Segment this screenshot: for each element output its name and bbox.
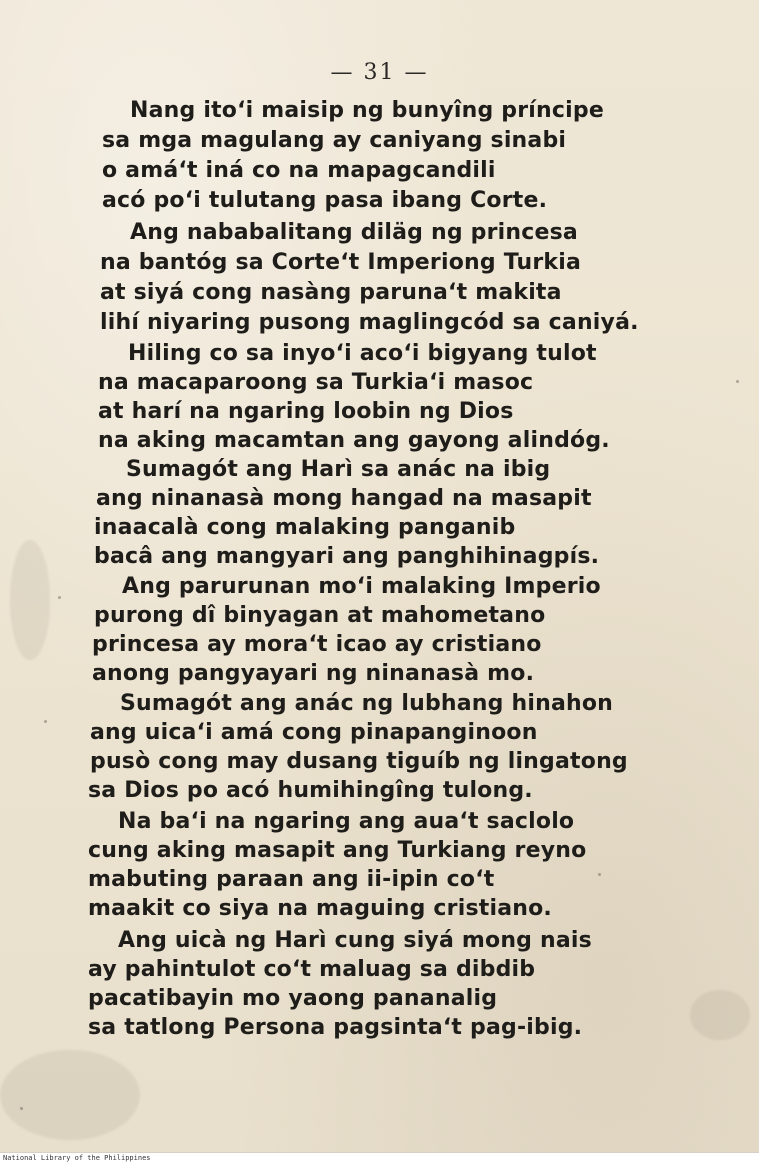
verse-line: ay pahintulot co‘t maluag sa dibdib: [88, 957, 536, 982]
verse-line: pusò cong may dusang tiguíb ng lingatong: [90, 749, 628, 774]
verse-line: princesa ay mora‘t icao ay cristiano: [92, 632, 542, 657]
verse-line: Sumagót ang anác ng lubhang hinahon: [120, 691, 614, 716]
verse-line: pacatibayin mo yaong pananalig: [88, 986, 498, 1011]
paper-smudge: [10, 540, 50, 660]
verse-line: Na ba‘i na ngaring ang aua‘t saclolo: [118, 809, 575, 834]
verse-line: ang uica‘i amá cong pinapanginoon: [90, 720, 538, 745]
verse-line: lihí niyaring pusong maglingcód sa caniyá.: [100, 310, 639, 335]
verse-line: cung aking masapit ang Turkiang reyno: [88, 838, 587, 863]
paper-speck: [44, 720, 47, 723]
verse-line: bacâ ang mangyari ang panghihinagpís.: [94, 544, 600, 569]
library-credit: National Library of the Philippines: [3, 1154, 151, 1162]
paper-smudge: [0, 1050, 140, 1140]
verse-line: purong dî binyagan at mahometano: [94, 603, 546, 628]
verse-line: na aking macamtan ang gayong alindóg.: [98, 428, 610, 453]
paper-speck: [598, 873, 601, 876]
verse-line: Ang nababalitang diläg ng princesa: [130, 220, 578, 245]
verse-line: sa tatlong Persona pagsinta‘t pag-ibig.: [88, 1015, 583, 1040]
footer-bar: [0, 1152, 759, 1163]
verse-line: sa mga magulang ay caniyang sinabi: [102, 128, 567, 153]
verse-line: na macaparoong sa Turkia‘i masoc: [98, 370, 534, 395]
verse-line: ang ninanasà mong hangad na masapit: [96, 486, 592, 511]
verse-line: o amá‘t iná co na mapagcandili: [102, 158, 496, 183]
verse-line: maakit co siya na maguing cristiano.: [88, 896, 552, 921]
verse-line: Sumagót ang Harì sa anác na ibig: [126, 457, 551, 482]
verse-line: at harí na ngaring loobin ng Dios: [98, 399, 514, 424]
page-number: — 31 —: [330, 60, 429, 85]
verse-line: Ang uicà ng Harì cung siyá mong nais: [118, 928, 592, 953]
paper-speck: [58, 596, 61, 599]
verse-line: na bantóg sa Corte‘t Imperiong Turkia: [100, 250, 582, 275]
verse-line: at siyá cong nasàng paruna‘t makita: [100, 280, 562, 305]
paper-smudge: [690, 990, 750, 1040]
verse-line: sa Dios po acó humihingîng tulong.: [88, 778, 533, 803]
paper-speck: [736, 380, 739, 383]
verse-line: Hiling co sa inyo‘i aco‘i bigyang tulot: [128, 341, 597, 366]
verse-line: anong pangyayari ng ninanasà mo.: [92, 661, 535, 686]
verse-line: Nang ito‘i maisip ng bunyîng príncipe: [130, 98, 604, 123]
verse-line: Ang parurunan mo‘i malaking Imperio: [122, 574, 601, 599]
verse-line: mabuting paraan ang ii-ipin co‘t: [88, 867, 495, 892]
verse-line: acó po‘i tulutang pasa ibang Corte.: [102, 188, 548, 213]
verse-line: inaacalà cong malaking panganib: [94, 515, 516, 540]
